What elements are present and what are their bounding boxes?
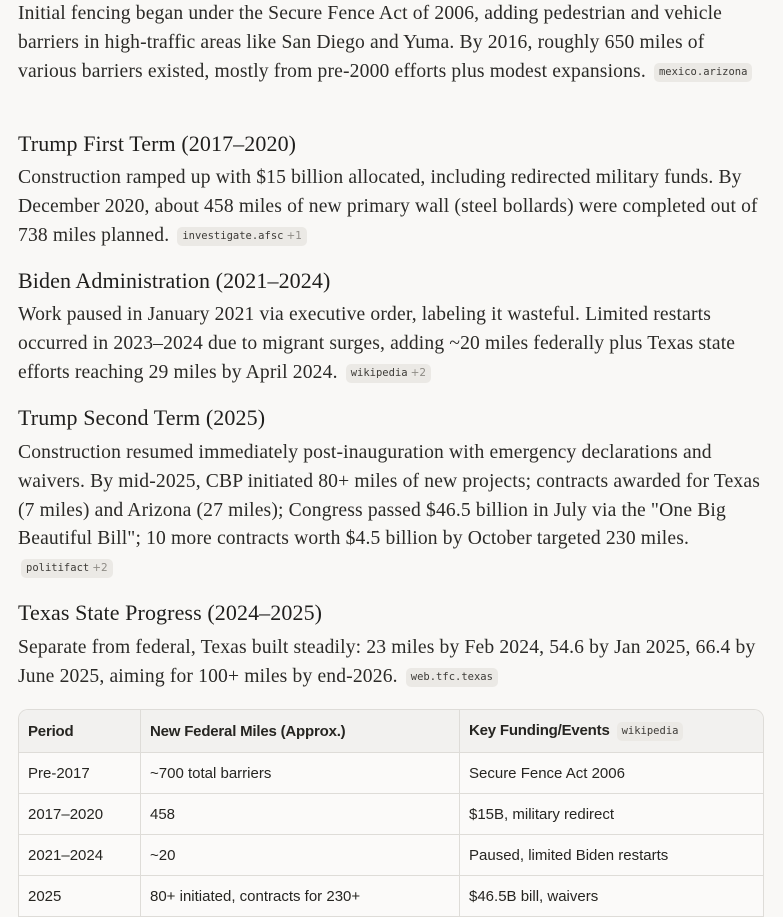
table-header-row bbox=[19, 710, 763, 753]
cell-miles: 458 bbox=[141, 794, 460, 835]
intro-text: Initial fencing began under the Secure Fence Act of 2006, adding pedestrian and vehicle barriers in high-traffic areas like San Diego and Yuma. By 2016, roughly 650 miles of various barriers existed, mostly from pre-2000 efforts plus modest expansions. bbox=[18, 3, 723, 82]
citation-chip[interactable] bbox=[406, 668, 498, 687]
citation-chip[interactable] bbox=[617, 722, 684, 741]
citation-source: investigate.afsc bbox=[182, 229, 284, 242]
table-row bbox=[19, 794, 763, 835]
section-text: Construction resumed immediately post-inauguration with emergency declarations and waivers. By mid-2025, CBP initiated 80+ miles of new projects; contracts awarded for Texas (7 miles) and Arizona (27 miles); Congress passed $46.5 billion in July via the "One Big Beautiful Bill"; 10 more contracts worth $4.5 billion by October targeted 230 miles. bbox=[18, 442, 760, 550]
intro-paragraph bbox=[18, 0, 768, 86]
cell-events: Paused, limited Biden restarts bbox=[460, 835, 764, 876]
section-paragraph-trump-first-term bbox=[18, 164, 768, 250]
section-heading-texas-state-progress: Texas State Progress (2024–2025) bbox=[18, 600, 323, 625]
section-text: Work paused in January 2021 via executive order, labeling it wasteful. Limited restarts occurred in 2023–2024 due to migrant surges, adding ~20 miles federally plus Texas state efforts reaching 29 miles by April 2024. bbox=[18, 304, 736, 383]
section-text: Construction ramped up with $15 billion allocated, including redirected military funds. By December 2020, about 458 miles of new primary wall (steel bollards) were completed out of 738 miles planned. bbox=[18, 167, 758, 246]
column-header-new-federal-miles: New Federal Miles (Approx.) bbox=[141, 710, 460, 753]
cell-miles: 80+ initiated, contracts for 230+ bbox=[141, 876, 460, 917]
section-text: Separate from federal, Texas built steadily: 23 miles by Feb 2024, 54.6 by Jan 2025, 66.4 by June 2025, aiming for 100+ miles by end-2026. bbox=[18, 637, 756, 687]
section-heading-trump-first-term: Trump First Term (2017–2020) bbox=[18, 131, 297, 156]
cell-miles: ~700 total barriers bbox=[141, 753, 460, 794]
column-header-key-funding-events: Key Funding/Events wikipedia bbox=[460, 710, 764, 753]
section-paragraph-biden-administration bbox=[18, 301, 768, 387]
citation-source: wikipedia bbox=[621, 724, 679, 737]
citation-source: mexico.arizona bbox=[658, 65, 748, 78]
cell-events: $15B, military redirect bbox=[460, 794, 764, 835]
cell-events: Secure Fence Act 2006 bbox=[460, 753, 764, 794]
cell-miles: ~20 bbox=[141, 835, 460, 876]
section-heading-trump-second-term: Trump Second Term (2025) bbox=[18, 405, 266, 430]
citation-source: wikipedia bbox=[350, 366, 408, 379]
citation-chip[interactable] bbox=[177, 227, 307, 246]
cell-events: $46.5B bill, waivers bbox=[460, 876, 764, 917]
citation-more-count: +1 bbox=[286, 229, 302, 242]
citation-source: politifact bbox=[26, 562, 90, 575]
section-paragraph-texas-state-progress bbox=[18, 634, 768, 692]
summary-table bbox=[19, 710, 763, 917]
section-heading-biden-administration: Biden Administration (2021–2024) bbox=[18, 268, 331, 293]
citation-more-count: +2 bbox=[92, 562, 108, 575]
citation-chip[interactable] bbox=[654, 63, 753, 82]
table-row bbox=[19, 753, 763, 794]
section-paragraph-trump-second-term bbox=[18, 439, 768, 583]
table-row bbox=[19, 876, 763, 917]
citation-more-count: +2 bbox=[410, 366, 427, 379]
column-header-period: Period bbox=[19, 710, 141, 753]
citation-source: web.tfc.texas bbox=[410, 670, 493, 683]
citation-chip[interactable] bbox=[346, 364, 431, 383]
cell-period: 2021–2024 bbox=[19, 835, 141, 876]
table-row bbox=[19, 835, 763, 876]
cell-period: 2017–2020 bbox=[19, 794, 141, 835]
cell-period: 2025 bbox=[19, 876, 141, 917]
citation-chip[interactable] bbox=[21, 559, 113, 578]
summary-table-container bbox=[18, 709, 764, 917]
cell-period: Pre-2017 bbox=[19, 753, 141, 794]
